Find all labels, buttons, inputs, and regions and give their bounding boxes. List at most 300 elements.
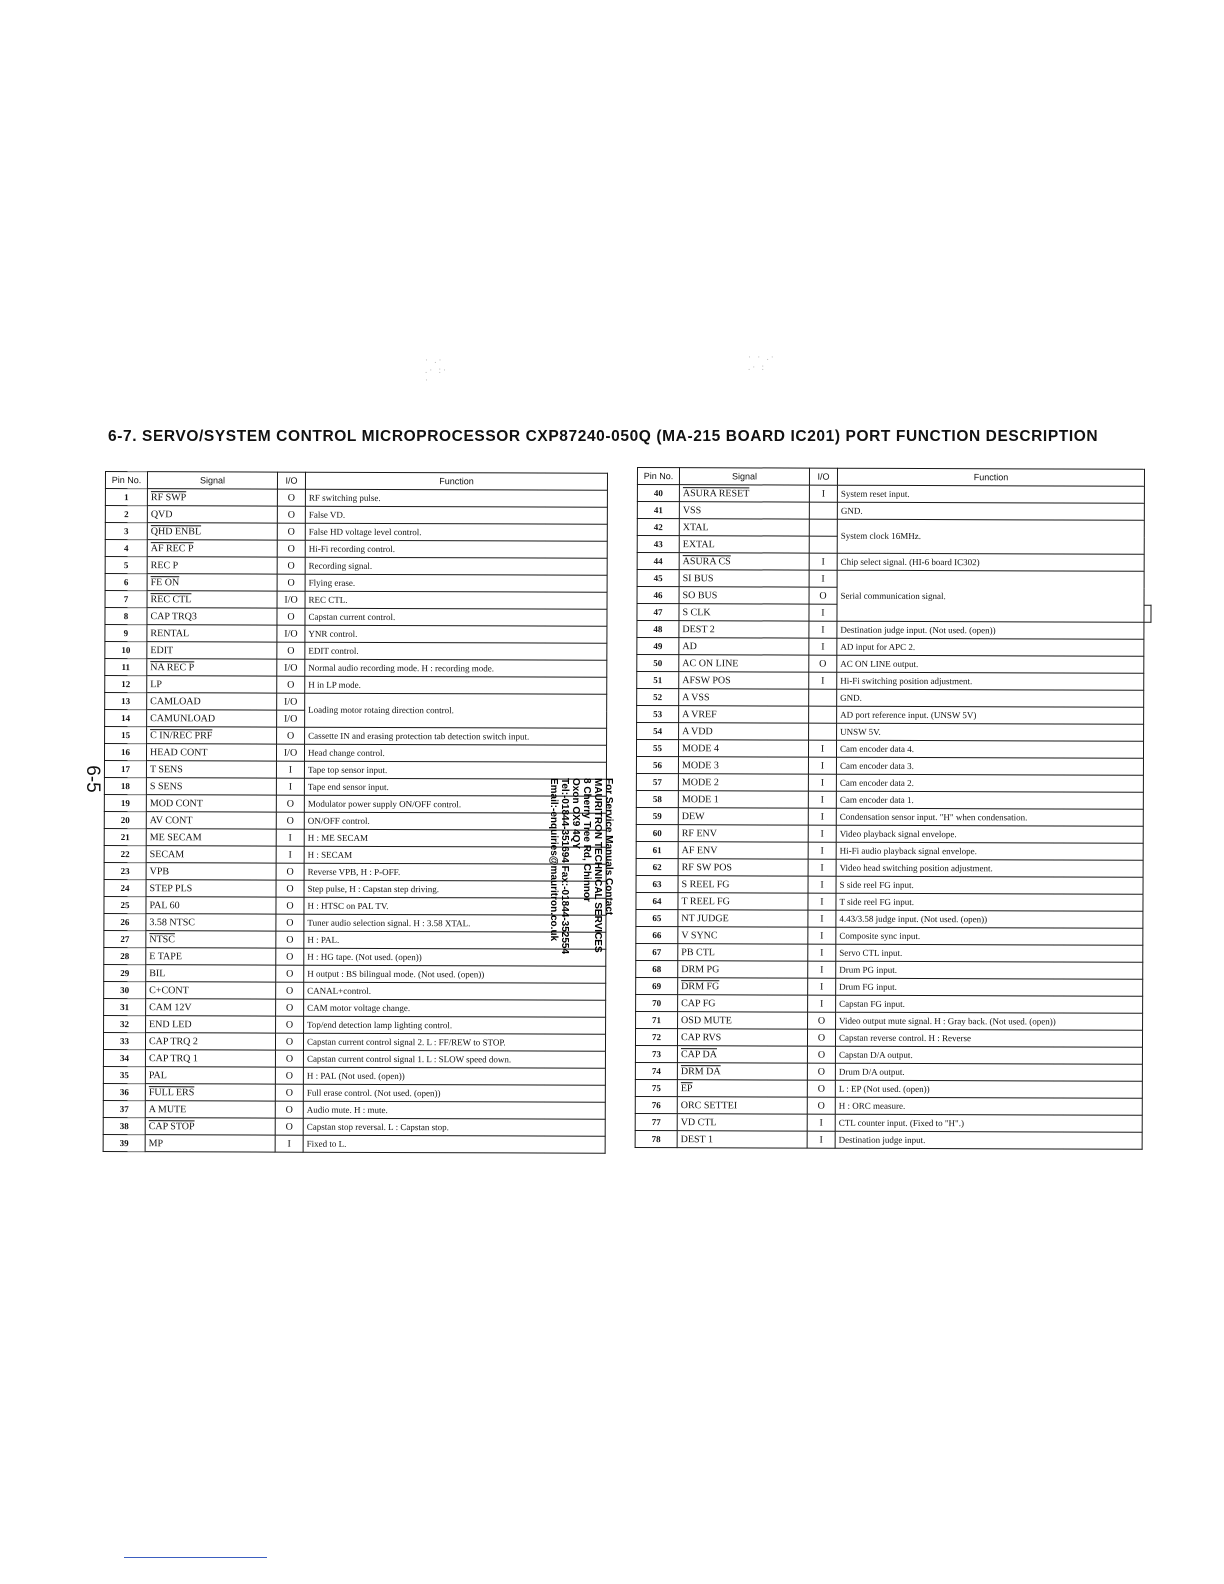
pin-cell: 57 bbox=[636, 773, 678, 790]
pin-cell: 3 bbox=[105, 523, 147, 540]
signal-cell: REC P bbox=[147, 557, 277, 574]
io-cell bbox=[809, 519, 837, 536]
pin-cell: 12 bbox=[105, 676, 147, 693]
pin-cell: 37 bbox=[103, 1100, 145, 1117]
table-row bbox=[636, 994, 1150, 1013]
io-cell: I bbox=[808, 757, 836, 774]
table-row bbox=[635, 1079, 1149, 1098]
function-cell: H : PAL (Not used. (open)) bbox=[303, 1067, 605, 1085]
table-row bbox=[104, 761, 606, 780]
signal-cell: E TAPE bbox=[146, 948, 276, 965]
function-cell: Video output mute signal. H : Gray back. (Not used. (open)) bbox=[836, 1012, 1143, 1030]
io-cell: O bbox=[276, 948, 304, 965]
table-row bbox=[637, 706, 1151, 725]
signal-cell: DEW bbox=[678, 808, 808, 825]
table-row bbox=[104, 777, 606, 796]
function-cell: Video head switching position adjustment. bbox=[836, 859, 1143, 877]
function-cell: Audio mute. H : mute. bbox=[303, 1101, 605, 1119]
pin-cell: 74 bbox=[635, 1062, 677, 1079]
pin-cell: 51 bbox=[637, 672, 679, 689]
signal-cell: NA REC P bbox=[147, 659, 277, 676]
io-cell: I bbox=[808, 978, 836, 995]
signal-cell: QHD ENBL bbox=[147, 523, 277, 540]
io-cell: O bbox=[276, 1016, 304, 1033]
io-cell: O bbox=[275, 1050, 303, 1067]
signal-cell: EDIT bbox=[147, 642, 277, 659]
function-cell: CAM motor voltage change. bbox=[304, 999, 606, 1017]
io-cell: I bbox=[808, 842, 836, 859]
pin-cell: 67 bbox=[636, 943, 678, 960]
pin-cell: 50 bbox=[637, 655, 679, 672]
io-cell: I/O bbox=[276, 744, 304, 761]
function-cell: H : HG tape. (Not used. (open)) bbox=[304, 948, 606, 966]
io-cell: O bbox=[276, 880, 304, 897]
pin-cell: 33 bbox=[103, 1032, 145, 1049]
pin-cell: 68 bbox=[636, 960, 678, 977]
function-cell: Hi-Fi recording control. bbox=[305, 540, 607, 558]
pin-cell: 60 bbox=[636, 824, 678, 841]
function-cell: Step pulse, H : Capstan step driving. bbox=[304, 880, 606, 898]
io-cell: O bbox=[276, 965, 304, 982]
table-row bbox=[104, 930, 606, 949]
io-cell: O bbox=[808, 1012, 836, 1029]
function-cell: H : ORC measure. bbox=[835, 1097, 1142, 1115]
io-cell: I bbox=[809, 604, 837, 621]
function-cell: REC CTL. bbox=[305, 591, 607, 609]
pin-cell: 46 bbox=[637, 587, 679, 604]
io-cell: I bbox=[808, 825, 836, 842]
function-cell: Capstan current control. bbox=[305, 608, 607, 626]
function-cell: Full erase control. (Not used. (open)) bbox=[303, 1084, 605, 1102]
io-cell: O bbox=[276, 863, 304, 880]
signal-cell: CAP FG bbox=[678, 995, 808, 1012]
function-cell: Cassette IN and erasing protection tab detection switch input. bbox=[305, 727, 607, 745]
table-row bbox=[105, 591, 607, 610]
pin-cell: 59 bbox=[636, 807, 678, 824]
function-cell: H in LP mode. bbox=[305, 676, 607, 694]
io-cell: O bbox=[277, 540, 305, 557]
signal-cell: CAM 12V bbox=[146, 999, 276, 1016]
signal-cell: ASURA RESET bbox=[679, 485, 809, 502]
signal-cell: ME SECAM bbox=[146, 829, 276, 846]
pin-cell: 14 bbox=[105, 710, 147, 727]
signal-cell: PAL 60 bbox=[146, 897, 276, 914]
signal-cell: HEAD CONT bbox=[146, 744, 276, 761]
io-cell: O bbox=[807, 1063, 835, 1080]
function-cell: Modulator power supply ON/OFF control. bbox=[304, 795, 606, 813]
table-row bbox=[105, 523, 607, 542]
pin-cell: 36 bbox=[103, 1083, 145, 1100]
pin-cell: 5 bbox=[105, 557, 147, 574]
io-cell: I bbox=[808, 774, 836, 791]
io-cell: O bbox=[807, 1080, 835, 1097]
io-cell: I bbox=[276, 761, 304, 778]
signal-cell: A VSS bbox=[679, 689, 809, 706]
pin-cell: 8 bbox=[105, 608, 147, 625]
io-cell: I bbox=[809, 621, 837, 638]
table-row bbox=[636, 740, 1150, 759]
function-cell: False HD voltage level control. bbox=[305, 523, 607, 541]
table-row bbox=[103, 1083, 605, 1102]
io-cell: O bbox=[276, 795, 304, 812]
io-cell: O bbox=[277, 489, 305, 506]
table-row bbox=[103, 1032, 605, 1051]
pin-cell: 34 bbox=[103, 1049, 145, 1066]
signal-cell: CAP RVS bbox=[677, 1029, 807, 1046]
table-row bbox=[104, 862, 606, 881]
function-cell: Destination judge input. bbox=[835, 1131, 1142, 1149]
pin-cell: 21 bbox=[104, 828, 146, 845]
signal-cell: SECAM bbox=[146, 846, 276, 863]
function-cell: T side reel FG input. bbox=[836, 893, 1143, 911]
header-function: Function bbox=[305, 472, 607, 490]
port-table-right bbox=[635, 467, 1152, 1150]
pin-cell: 70 bbox=[636, 994, 678, 1011]
signal-cell: CAP TRQ 1 bbox=[145, 1050, 275, 1067]
table-row bbox=[105, 489, 607, 508]
function-cell: Capstan reverse control. H : Reverse bbox=[835, 1029, 1142, 1047]
table-row bbox=[635, 1062, 1149, 1081]
pin-cell: 4 bbox=[105, 540, 147, 557]
signal-cell: EXTAL bbox=[679, 536, 809, 553]
signal-cell: T SENS bbox=[146, 761, 276, 778]
function-cell: Composite sync input. bbox=[836, 927, 1143, 945]
table-header-row bbox=[105, 472, 607, 491]
signal-cell: DRM PG bbox=[678, 961, 808, 978]
signal-cell: MODE 3 bbox=[678, 757, 808, 774]
table-header-row bbox=[637, 468, 1151, 487]
function-cell: False VD. bbox=[305, 506, 607, 524]
table-row bbox=[105, 557, 607, 576]
function-cell: Capstan current control signal 1. L : SLOW speed down. bbox=[303, 1050, 605, 1068]
pin-cell: 9 bbox=[105, 625, 147, 642]
function-cell: Cam encoder data 4. bbox=[836, 740, 1143, 758]
pin-cell: 32 bbox=[104, 1015, 146, 1032]
signal-cell: QVD bbox=[147, 506, 277, 523]
io-cell bbox=[809, 502, 837, 519]
function-cell: Loading motor rotaing direction control. bbox=[305, 693, 607, 728]
signal-cell: ASURA CS bbox=[679, 553, 809, 570]
pin-cell: 72 bbox=[635, 1028, 677, 1045]
signal-cell: VD CTL bbox=[677, 1114, 807, 1131]
signal-cell: OSD MUTE bbox=[678, 1012, 808, 1029]
table-row bbox=[104, 947, 606, 966]
table-row bbox=[105, 608, 607, 627]
signal-cell: FE ON bbox=[147, 574, 277, 591]
pin-cell: 61 bbox=[636, 841, 678, 858]
pin-cell: 62 bbox=[636, 858, 678, 875]
io-cell: O bbox=[276, 914, 304, 931]
table-row bbox=[104, 964, 606, 983]
function-cell: H : HTSC on PAL TV. bbox=[304, 897, 606, 915]
table-row bbox=[105, 506, 607, 525]
io-cell: I bbox=[809, 570, 837, 587]
pin-cell: 7 bbox=[105, 591, 147, 608]
signal-cell: CAP STOP bbox=[145, 1118, 275, 1135]
signal-cell: DRM DA bbox=[677, 1063, 807, 1080]
io-cell: O bbox=[277, 523, 305, 540]
signal-cell: AF ENV bbox=[678, 842, 808, 859]
port-table-left bbox=[103, 471, 608, 1154]
table-row bbox=[103, 1134, 605, 1153]
signal-cell: PAL bbox=[145, 1067, 275, 1084]
function-cell: S side reel FG input. bbox=[836, 876, 1143, 894]
io-cell: I bbox=[276, 829, 304, 846]
signal-cell: MODE 2 bbox=[678, 774, 808, 791]
table-row bbox=[637, 553, 1151, 572]
table-row bbox=[104, 913, 606, 932]
signal-cell: RENTAL bbox=[147, 625, 277, 642]
io-cell: O bbox=[276, 982, 304, 999]
table-row bbox=[103, 1049, 605, 1068]
service-stamp bbox=[540, 778, 620, 955]
io-cell: O bbox=[807, 1097, 835, 1114]
table-row bbox=[636, 1011, 1150, 1030]
stamp-line: Tel:-01844-351694 Fax:-01844-352554 bbox=[559, 778, 570, 955]
pin-cell: 10 bbox=[105, 642, 147, 659]
table-row bbox=[104, 998, 606, 1017]
function-cell: YNR control. bbox=[305, 625, 607, 643]
function-cell: Reverse VPB, H : P-OFF. bbox=[304, 863, 606, 881]
table-row bbox=[637, 570, 1151, 589]
function-cell: AD input for APC 2. bbox=[837, 638, 1144, 656]
pin-cell: 17 bbox=[104, 761, 146, 778]
table-row bbox=[636, 892, 1150, 911]
function-cell bbox=[1144, 605, 1151, 622]
table-row bbox=[635, 1045, 1149, 1064]
signal-cell: XTAL bbox=[679, 519, 809, 536]
signal-cell: AFSW POS bbox=[679, 672, 809, 689]
pin-cell: 43 bbox=[637, 536, 679, 553]
io-cell: O bbox=[275, 1084, 303, 1101]
table-row bbox=[103, 1117, 605, 1136]
function-cell: Cam encoder data 2. bbox=[836, 774, 1143, 792]
signal-cell: CAP DA bbox=[677, 1046, 807, 1063]
io-cell: I bbox=[809, 672, 837, 689]
io-cell: I bbox=[807, 1131, 835, 1148]
signal-cell: CAMLOAD bbox=[147, 693, 277, 710]
pin-cell: 66 bbox=[636, 926, 678, 943]
function-cell: ON/OFF control. bbox=[304, 812, 606, 830]
signal-cell: LP bbox=[147, 676, 277, 693]
function-cell: System reset input. bbox=[837, 485, 1144, 503]
table-row bbox=[636, 807, 1150, 826]
table-row bbox=[105, 727, 607, 746]
pin-cell: 55 bbox=[636, 740, 678, 757]
table-row bbox=[103, 1066, 605, 1085]
io-cell: I bbox=[809, 638, 837, 655]
function-cell: Recording signal. bbox=[305, 557, 607, 575]
signal-cell: MP bbox=[145, 1135, 275, 1152]
pin-cell: 20 bbox=[104, 811, 146, 828]
pin-cell: 77 bbox=[635, 1113, 677, 1130]
io-cell: O bbox=[809, 655, 837, 672]
pin-cell: 29 bbox=[104, 964, 146, 981]
pin-cell: 35 bbox=[103, 1066, 145, 1083]
function-cell: Fixed to L. bbox=[303, 1135, 605, 1153]
function-cell: Normal audio recording mode. H : recording mode. bbox=[305, 659, 607, 677]
function-cell: Capstan current control signal 2. L : FF/REW to STOP. bbox=[303, 1033, 605, 1051]
function-cell: H : ME SECAM bbox=[304, 829, 606, 847]
table-row bbox=[637, 485, 1151, 504]
pin-cell: 27 bbox=[104, 930, 146, 947]
header-function: Function bbox=[837, 468, 1144, 486]
stamp-line: Email:-enquiries@mauritron.co.uk bbox=[548, 778, 559, 942]
signal-cell: MOD CONT bbox=[146, 795, 276, 812]
function-cell: Tape top sensor input. bbox=[304, 761, 606, 779]
signal-cell: PB CTL bbox=[678, 944, 808, 961]
table-row bbox=[636, 773, 1150, 792]
io-cell: O bbox=[277, 506, 305, 523]
io-cell: I bbox=[808, 944, 836, 961]
signal-cell: CAP TRQ3 bbox=[147, 608, 277, 625]
io-cell: O bbox=[807, 1029, 835, 1046]
scan-speck: · · .· .· : bbox=[748, 352, 776, 372]
signal-cell: 3.58 NTSC bbox=[146, 914, 276, 931]
io-cell bbox=[809, 723, 837, 740]
io-cell: O bbox=[807, 1046, 835, 1063]
function-cell: Drum FG input. bbox=[836, 978, 1143, 996]
header-pin: Pin No. bbox=[105, 472, 147, 489]
signal-cell: DEST 2 bbox=[679, 621, 809, 638]
function-cell: CTL counter input. (Fixed to "H".) bbox=[835, 1114, 1142, 1132]
function-cell: Drum D/A output. bbox=[835, 1063, 1142, 1081]
header-io: I/O bbox=[277, 472, 305, 489]
pin-cell: 73 bbox=[635, 1045, 677, 1062]
table-row bbox=[635, 1113, 1149, 1132]
io-cell: O bbox=[277, 727, 305, 744]
function-cell: Tuner audio selection signal. H : 3.58 XTAL. bbox=[304, 914, 606, 932]
function-cell: Servo CTL input. bbox=[836, 944, 1143, 962]
pin-cell: 11 bbox=[105, 659, 147, 676]
function-cell: H : PAL. bbox=[304, 931, 606, 949]
pin-cell: 69 bbox=[636, 977, 678, 994]
table-row bbox=[104, 981, 606, 1000]
signal-cell: NTSC bbox=[146, 931, 276, 948]
io-cell: I bbox=[808, 859, 836, 876]
io-cell: I/O bbox=[277, 693, 305, 710]
pin-cell: 23 bbox=[104, 862, 146, 879]
function-cell: Capstan stop reversal. L : Capstan stop. bbox=[303, 1118, 605, 1136]
table-row bbox=[637, 655, 1151, 674]
io-cell: O bbox=[275, 1101, 303, 1118]
table-row bbox=[635, 1028, 1149, 1047]
io-cell: O bbox=[276, 897, 304, 914]
function-cell: Top/end detection lamp lighting control. bbox=[304, 1016, 606, 1034]
io-cell: I/O bbox=[277, 659, 305, 676]
table-row bbox=[636, 909, 1150, 928]
pin-cell: 18 bbox=[104, 777, 146, 794]
io-cell: I bbox=[808, 893, 836, 910]
io-cell: I bbox=[808, 961, 836, 978]
function-cell: EDIT control. bbox=[305, 642, 607, 660]
table-row bbox=[637, 502, 1151, 521]
signal-cell: V SYNC bbox=[678, 927, 808, 944]
table-row bbox=[636, 841, 1150, 860]
function-cell: Head change control. bbox=[304, 744, 606, 762]
pin-cell: 31 bbox=[104, 998, 146, 1015]
signal-cell: CAMUNLOAD bbox=[147, 710, 277, 727]
io-cell bbox=[809, 689, 837, 706]
table-row bbox=[104, 845, 606, 864]
function-cell: Cam encoder data 3. bbox=[836, 757, 1143, 775]
pin-cell: 1 bbox=[105, 489, 147, 506]
table-row bbox=[104, 794, 606, 813]
io-cell: O bbox=[277, 676, 305, 693]
io-cell: I bbox=[275, 1135, 303, 1152]
table-row bbox=[636, 858, 1150, 877]
page-number: 6-5 bbox=[82, 765, 103, 793]
signal-cell: DRM FG bbox=[678, 978, 808, 995]
io-cell: O bbox=[276, 999, 304, 1016]
function-cell: Destination judge input. (Not used. (open)) bbox=[837, 621, 1144, 639]
table-row bbox=[637, 672, 1151, 691]
pin-cell: 2 bbox=[105, 506, 147, 523]
io-cell: O bbox=[275, 1067, 303, 1084]
table-row bbox=[637, 519, 1151, 538]
signal-cell: RF SWP bbox=[147, 489, 277, 506]
function-cell: Drum PG input. bbox=[836, 961, 1143, 979]
signal-cell: MODE 4 bbox=[678, 740, 808, 757]
function-cell: Tape end sensor input. bbox=[304, 778, 606, 796]
table-row bbox=[636, 926, 1150, 945]
io-cell: I bbox=[809, 553, 837, 570]
pin-cell: 44 bbox=[637, 553, 679, 570]
pin-cell: 40 bbox=[637, 485, 679, 502]
io-cell: I bbox=[808, 995, 836, 1012]
function-cell: Serial communication signal. bbox=[837, 570, 1144, 622]
pin-cell: 56 bbox=[636, 757, 678, 774]
pin-cell: 38 bbox=[103, 1117, 145, 1134]
table-row bbox=[636, 943, 1150, 962]
pin-cell: 6 bbox=[105, 574, 147, 591]
header-signal: Signal bbox=[679, 468, 809, 485]
io-cell: I bbox=[807, 1114, 835, 1131]
stamp-line: MAURITRON TECHNICAL SERVICES bbox=[592, 778, 603, 953]
pin-cell: 22 bbox=[104, 845, 146, 862]
io-cell: I bbox=[808, 927, 836, 944]
signal-cell: A VDD bbox=[679, 723, 809, 740]
function-cell: UNSW 5V. bbox=[837, 723, 1144, 741]
table-row bbox=[103, 1100, 605, 1119]
table-row bbox=[636, 824, 1150, 843]
function-cell: L : EP (Not used. (open)) bbox=[835, 1080, 1142, 1098]
table-row bbox=[105, 693, 607, 712]
footnote-rule bbox=[124, 1557, 267, 1558]
pin-cell: 26 bbox=[104, 913, 146, 930]
pin-cell: 24 bbox=[104, 879, 146, 896]
function-cell: System clock 16MHz. bbox=[837, 519, 1144, 554]
pin-cell: 13 bbox=[105, 693, 147, 710]
signal-cell: T REEL FG bbox=[678, 893, 808, 910]
function-cell: CANAL+control. bbox=[304, 982, 606, 1000]
io-cell: O bbox=[276, 931, 304, 948]
header-signal: Signal bbox=[147, 472, 277, 489]
pin-cell: 58 bbox=[636, 790, 678, 807]
table-row bbox=[636, 790, 1150, 809]
io-cell: I bbox=[808, 740, 836, 757]
signal-cell: AD bbox=[679, 638, 809, 655]
io-cell: I bbox=[808, 910, 836, 927]
table-row bbox=[104, 811, 606, 830]
pin-cell: 71 bbox=[636, 1011, 678, 1028]
function-cell: GND. bbox=[837, 689, 1144, 707]
pin-cell: 64 bbox=[636, 892, 678, 909]
table-row bbox=[104, 1015, 606, 1034]
function-cell: Cam encoder data 1. bbox=[836, 791, 1143, 809]
io-cell: I bbox=[809, 485, 837, 502]
table-row bbox=[637, 723, 1151, 742]
